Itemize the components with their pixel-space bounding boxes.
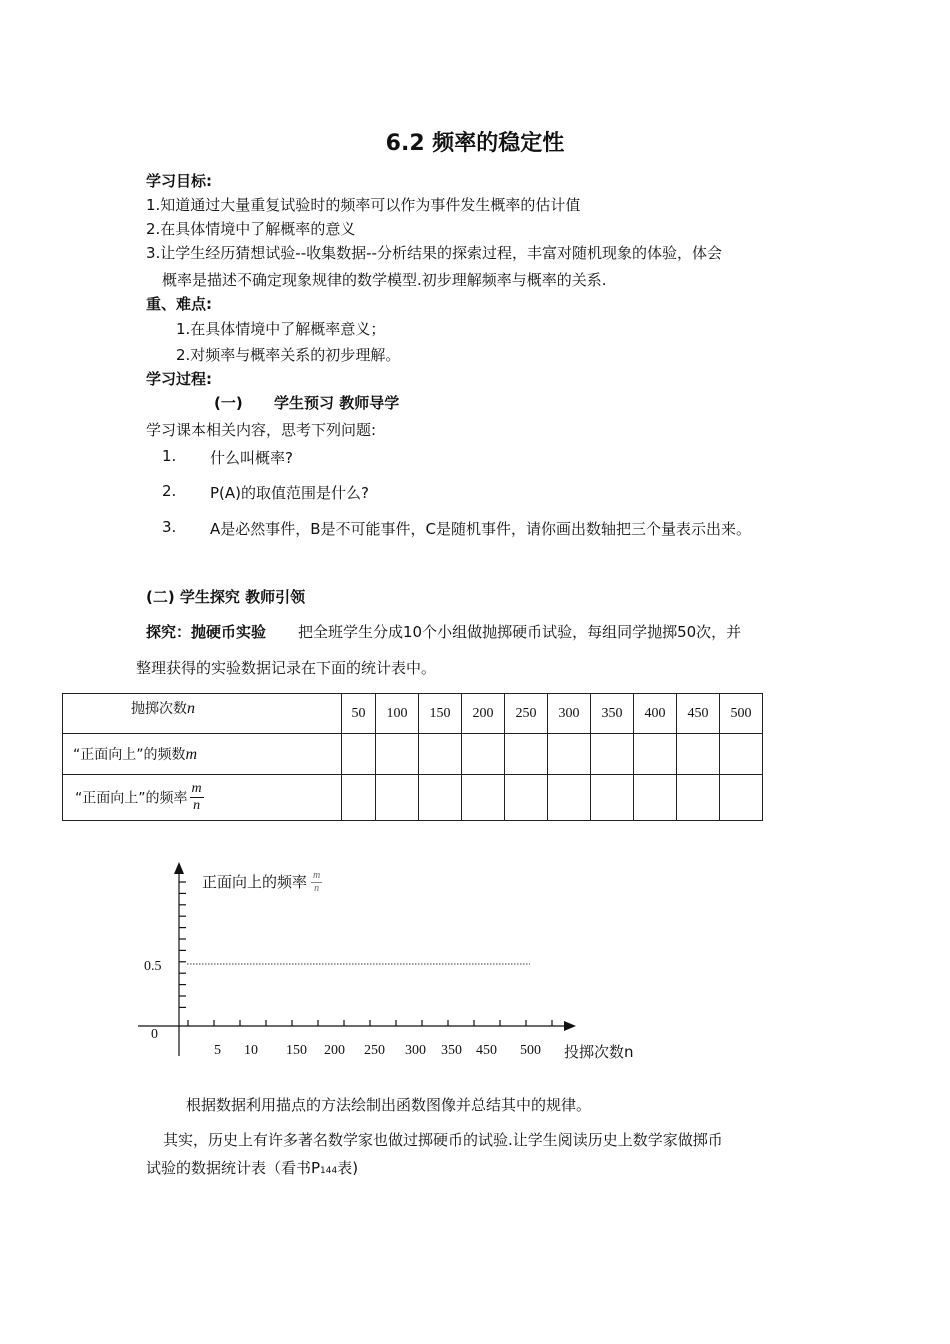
x-axis-arrow <box>564 1021 576 1031</box>
table-cell: 500 <box>720 694 763 734</box>
x-tick-label: 10 <box>244 1043 258 1058</box>
objective-item: 2.在具体情境中了解概率的意义 <box>146 220 356 238</box>
question-number: 2. <box>162 482 177 500</box>
objective-item: 3.让学生经历猜想试验--收集数据--分析结果的探索过程，丰富对随机现象的体验，体会 <box>146 244 722 262</box>
history-text-cont: 试验的数据统计表（看书P144表) <box>146 1159 359 1177</box>
explore-text: 把全班学生分成10个小组做抛掷硬币试验，每组同学抛掷50次，并 <box>298 623 742 641</box>
question-text: P(A)的取值范围是什么? <box>210 484 369 502</box>
x-tick-label: 350 <box>441 1043 462 1058</box>
question-number: 1. <box>162 447 177 465</box>
conclusion-text: 根据数据利用描点的方法绘制出函数图像并总结其中的规律。 <box>186 1096 592 1114</box>
key-points-heading: 重、难点: <box>146 295 212 313</box>
row-label: “正面向上”的频数m <box>63 734 342 775</box>
page-title: 6.2 频率的稳定性 <box>385 131 565 156</box>
part2-heading: (二) 学生探究 教师引领 <box>146 588 306 606</box>
table-cell: 150 <box>419 694 462 734</box>
objectives-heading: 学习目标: <box>146 172 212 190</box>
objective-item: 概率是描述不确定现象规律的数学模型.初步理解频率与概率的关系. <box>162 271 607 289</box>
table-cell: 450 <box>677 694 720 734</box>
objective-item: 1.知道通过大量重复试验时的频率可以作为事件发生概率的估计值 <box>146 196 581 214</box>
table-cell: 300 <box>548 694 591 734</box>
question-text: 什么叫概率? <box>210 449 293 467</box>
explore-text-cont: 整理获得的实验数据记录在下面的统计表中。 <box>136 659 437 677</box>
table-cell: 250 <box>505 694 548 734</box>
table-cell: 100 <box>376 694 419 734</box>
x-tick-label: 5 <box>214 1043 221 1058</box>
y-tick-label: 0.5 <box>144 959 162 974</box>
key-point-item: 1.在具体情境中了解概率意义； <box>176 320 386 338</box>
x-tick-label: 200 <box>324 1043 345 1058</box>
table-cell: 50 <box>342 694 376 734</box>
graph-ylabel: 正面向上的频率 $\frac{m}{n}$ <box>202 870 321 894</box>
question-number: 3. <box>162 518 177 536</box>
table-cell: 200 <box>462 694 505 734</box>
y-axis-arrow <box>174 862 184 874</box>
part1-heading: (一) 学生预习 教师导学 <box>214 394 400 412</box>
origin-label: 0 <box>151 1027 158 1042</box>
explore-label: 探究：抛硬币实验 <box>146 623 267 641</box>
key-point-item: 2.对频率与概率关系的初步理解。 <box>176 346 401 364</box>
x-tick-label: 500 <box>520 1043 541 1058</box>
process-heading: 学习过程: <box>146 370 212 388</box>
table-cell: 400 <box>634 694 677 734</box>
history-text: 其实，历史上有许多著名数学家也做过掷硬币的试验.让学生阅读历史上数学家做掷币 <box>163 1131 723 1149</box>
question-text: A是必然事件，B是不可能事件，C是随机事件，请你画出数轴把三个量表示出来。 <box>210 520 752 538</box>
row-label: 抛掷次数n <box>63 694 342 734</box>
graph-xlabel: 投掷次数n <box>564 1043 634 1061</box>
table-cell: 350 <box>591 694 634 734</box>
x-tick-label: 250 <box>364 1043 385 1058</box>
x-tick-label: 150 <box>286 1043 307 1058</box>
x-tick-label: 300 <box>405 1043 426 1058</box>
x-tick-label: 450 <box>476 1043 497 1058</box>
process-intro: 学习课本相关内容，思考下列问题: <box>146 421 377 439</box>
row-label: “正面向上”的频率 $\frac{m}{n}$ <box>63 775 342 821</box>
